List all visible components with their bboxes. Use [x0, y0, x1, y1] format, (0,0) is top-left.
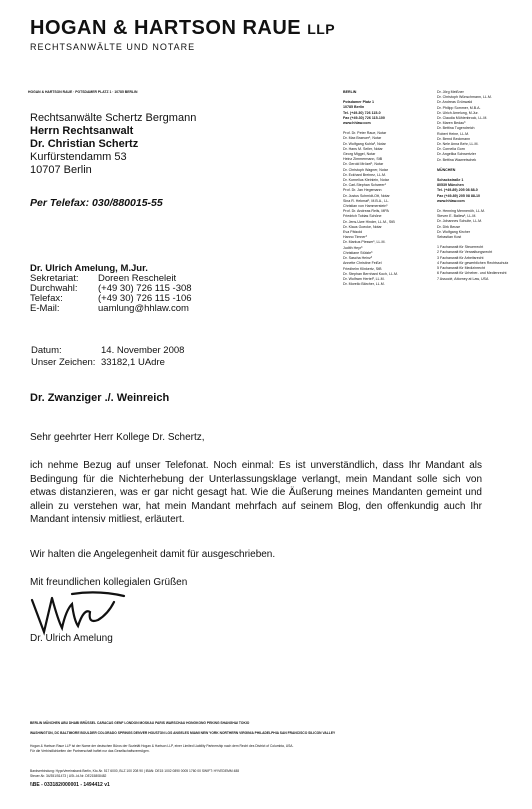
berlin-address-line: Fax (+49-30) 726 115-100 [343, 115, 385, 120]
partner: Prof. Dr. Peter Raue, Notar [343, 131, 387, 136]
partner: Dr. Bettina Tugendreich [437, 126, 475, 131]
footer-bank [30, 769, 520, 778]
partner: Dr. Bettina Wawretschek [437, 157, 477, 162]
contact-block [30, 264, 192, 314]
partner: Dr. Cornelia Gorn [437, 147, 465, 152]
recipient-firm: Rechtsanwälte Schertz Bergmann [30, 112, 197, 124]
footnote: 2 Fachanwalt für Verwaltungsrecht [437, 250, 493, 255]
recipient-street: Kurfürstendamm 53 [30, 151, 127, 163]
salutation: Sehr geehrter Herr Kollege Dr. Schertz, [30, 432, 205, 443]
partner: Dr. Bernd Beckmann [437, 136, 471, 141]
munich-address-line: Tel. (+49-89) 205 08 88-0 [437, 188, 478, 193]
berlin-web[interactable]: www.hhlaw.com [343, 121, 371, 126]
footer-cities-2: WASHINGTON, DC BALTIMORE BOULDER COLORADO SPRINGS DENVER HOUSTON LOS ANGELES MIAMI NEW YORK NORTHERN VIRGINIA PHILADELPHIA SAN FRANCISCO SILICON VALLEY [30, 731, 336, 735]
partner-list [343, 131, 433, 287]
partner: Sebastian Kost [437, 235, 462, 240]
partner: Christiane Stützle³ [343, 250, 373, 255]
munich-web[interactable]: www.hhlaw.com [437, 198, 465, 203]
footer-legal-1: Hogan & Hartson Raue LLP ist der Name der deutschen Büros der Sozietät Hogan & Hartson LLP, einer Limited Liability Partnership nach dem Recht des District of Columbia, USA. [30, 744, 294, 748]
partner: Sina R. Hekmat¹, M.B.A., LL. [343, 198, 390, 203]
footnote: 6 Fachanwalt für Urheber- und Medienrecht [437, 271, 507, 276]
partner: Dr. Hans M. Seiler, Notar [343, 146, 383, 151]
firm-subtitle: RECHTSANWÄLTE UND NOTARE [30, 42, 196, 52]
berlin-office-column [343, 90, 433, 287]
footnote: 5 Fachanwalt für Medizinrecht [437, 266, 485, 271]
munich-address-line: Fax (+49-89) 205 08 88-10 [437, 193, 481, 198]
email-link[interactable]: uamlung@hhlaw.com [98, 303, 189, 314]
partner: Dr. Gerold Mrözel¹, Notar [343, 162, 384, 167]
partner: Georg Miggel, Notar [343, 152, 376, 157]
partner: Dr. Kornelius Kleinlein, Notar [343, 178, 389, 183]
footnote: 1 Fachanwalt für Steuerrecht [437, 245, 484, 250]
date-label: Datum: [31, 345, 62, 356]
recipient-address [30, 112, 196, 177]
contact-value: (+49 30) 726 115 -308 [98, 283, 192, 294]
footer-legal [30, 744, 520, 753]
date-value: 14. November 2008 [101, 345, 185, 356]
partner: Dr. Philipp Sommer, M.B.A. [437, 105, 481, 110]
reference-value: 33182,1 UAdre [101, 357, 165, 368]
partner: Dr. Sascha Heinz³ [343, 256, 372, 261]
partner: Dr. Maren Bedau³ [437, 121, 466, 126]
partner: Dr. Christoph Wünschmann, LL.M. [437, 95, 492, 100]
partner: Friedhelm Klinkertz, StB [343, 266, 382, 271]
berlin-city: BERLIN [343, 90, 357, 94]
partner: Dr. Wolfgang Kircher [437, 229, 471, 234]
berlin-address-line: Tel. (+49-30) 726 115-0 [343, 110, 381, 115]
fax-line: Per Telefax: 030/880015-55 [30, 197, 163, 209]
munich-address-line: 80539 München [437, 183, 464, 188]
partner: Dr. Justus Schmidt-Ott, Notar [343, 193, 390, 198]
contact-name: Dr. Ulrich Amelung, M.Jur. [30, 263, 148, 274]
partner: Christian von Hammerstein¹ [343, 204, 388, 209]
footnote: 3 Fachanwalt für Arbeitsrecht [437, 255, 484, 260]
greeting: Mit freundlichen kollegialen Grüßen [30, 577, 188, 588]
partner: Steven E. Ballew¹, LL.M. [437, 214, 477, 219]
body-paragraph: ich nehme Bezug auf unser Telefonat. Noch einmal: Es ist unverständlich, dass Ihr Mandant als Bedingung für die Nichterhebung der Unterlassungsklage verlangt, mein Mandant solle sich von etwas distanzieren, was er gar nicht gesagt hat. Wie die Äußerung meines Mandanten gemeint und allein zu verstehen war, hat mein Mandant mehrfach auf seinem Blog, den offenkundig auch Ihr Mandant intensiv mitliest, erläutert. [30, 460, 482, 526]
contact-value: Doreen Rescheleit [98, 273, 177, 284]
contact-key: Telefax: [30, 293, 63, 304]
closing-sentence: Wir halten die Angelegenheit damit für ausgeschrieben. [30, 549, 276, 560]
partner: Dr. Max Braeuer¹, Notar [343, 136, 382, 141]
document-id: \\BE - 033182/000001 - 1494412 v1 [30, 782, 110, 788]
partner: Dr. Carl-Stephan Schweer¹ [343, 183, 386, 188]
signature-name: Dr. Ulrich Amelung [30, 633, 113, 644]
partner: Dr. Andreas Grünwald [437, 100, 473, 105]
partner: Prof. Dr. Jan Hegemann [343, 188, 382, 193]
partner: Dr. Stephan Bernhard Koch, LL.M. [343, 271, 398, 276]
footer-bank-line: Bankverbindung: HypoVereinsbank Berlin, Kto-Nr. 517 6000, BLZ 100 208 90 | IBAN: DE15 1002 0890 0005 1760 00 SWIFT: HYVEDEMM 488 [30, 769, 240, 773]
footnote: 7 Associé, Attorney at Law, USA [437, 276, 489, 281]
contact-key: Sekretariat: [30, 273, 79, 284]
partner: Dr. Johannes Schulte, LL.M. [437, 219, 483, 224]
reference-label: Unser Zeichen: [31, 357, 96, 368]
partner: Dr. Claudia Mühlenbrock, LL.M. [437, 116, 488, 121]
partner: Dr. Moreilo Bärcher, LL.M. [343, 282, 385, 287]
partner: Dr. Wolfgang Kuhla², Notar [343, 141, 386, 146]
footer-cities-1: BERLIN MÜNCHEN ABU DHABI BRÜSSEL CARACAS GENF LONDON MOSKAU PARIS WARSCHAU HONGKONG PEKING SHANGHAI TOKIO [30, 721, 250, 725]
partner: Dr. Nele Anna Behr, LL.M. [437, 142, 479, 147]
partner: Dr. Christoph Wagner, Notar [343, 167, 389, 172]
partner: Dr. Dirk Beuse [437, 224, 461, 229]
footnote: 4 Fachanwalt für gewerblichen Rechtsschutz [437, 260, 509, 265]
firm-name: HOGAN & HARTSON RAUE LLP [30, 17, 336, 39]
partner: Heinz Zimmermann, StB [343, 157, 383, 162]
partner: Hanno Timner³ [343, 235, 367, 240]
contact-key: Durchwahl: [30, 283, 78, 294]
recipient-city: 10707 Berlin [30, 164, 92, 176]
partner: Dr. Klaus Goecke, Notar [343, 224, 382, 229]
munich-office-column [437, 90, 527, 282]
partner: Dr. Eckhard Breinez, LL.M. [343, 172, 386, 177]
partner: Dr. Angelika Schwertzler [437, 152, 476, 157]
munich-address-line: Schackstraße 1 [437, 178, 464, 183]
date-block [30, 345, 185, 369]
partner: Dr. Markus Plesser¹, LL.M. [343, 240, 386, 245]
partner: Eva Pätzold [343, 230, 363, 235]
partner: Dr. Jens-Uwe Hinder, LL.M., StB [343, 219, 395, 224]
contact-row [30, 304, 192, 314]
munich-city: MÜNCHEN [437, 167, 456, 172]
footer-legal-2: Für die Verbindlichkeiten der Partnerschaft haftet nur das Gesellschaftsvermögen. [30, 748, 150, 753]
partner: Robert Heine, LL.M. [437, 131, 470, 136]
partner: Prof. Dr. Andreas Reils, MPA [343, 209, 389, 214]
berlin-address-line: 10785 Berlin [343, 105, 365, 110]
partner: Dr. Henning Mennenöh, LL.M. [437, 209, 485, 214]
sender-line: HOGAN & HARTSON RAUE · POTSDAMER PLATZ 1 · 10785 BERLIN [28, 90, 138, 94]
partner: Annette Christine Feißel [343, 261, 382, 266]
recipient-name: Dr. Christian Schertz [30, 138, 139, 150]
partner: Dr. Jörg Meißner [437, 90, 464, 94]
recipient-title: Herrn Rechtsanwalt [30, 125, 134, 137]
partner: Dr. Wolfram Hertel³, LL.M. [343, 276, 385, 281]
contact-value: (+49 30) 726 115 -106 [98, 293, 192, 304]
partner: Dr. Ulrich Amelung, M.Jur. [437, 110, 479, 115]
partner: Friedrich Tobias Schöne [343, 214, 382, 219]
partner: Judith Heyr³ [343, 245, 363, 250]
contact-key: E-Mail: [30, 303, 60, 314]
subject-line: Dr. Zwanziger ./. Weinreich [30, 392, 170, 404]
footer-tax-line: Steuer-Nr. 34/351/51473 | USt.-Id-Nr. DE215808482 [30, 773, 107, 778]
berlin-address-line: Potsdamer Platz 1 [343, 100, 374, 105]
